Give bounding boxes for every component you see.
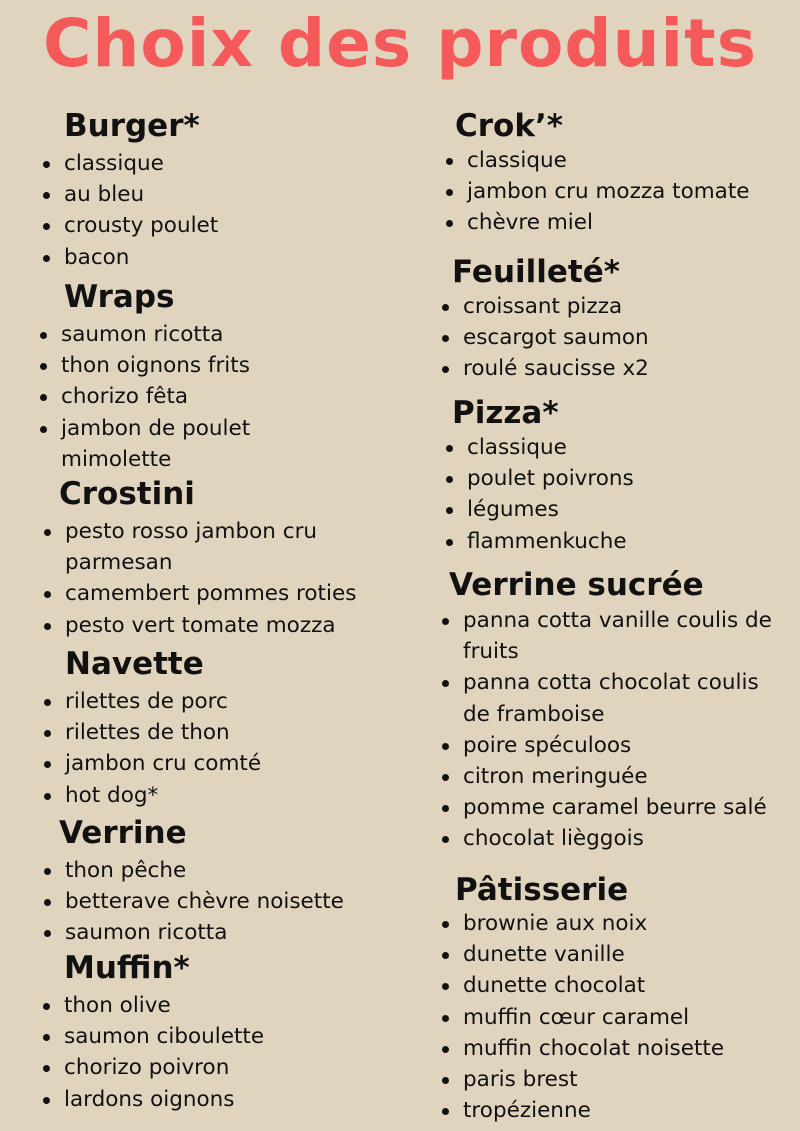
list-item: chocolat lièggois: [441, 823, 791, 854]
section-heading: Pâtisserie: [455, 872, 629, 908]
section-crostini: [43, 476, 357, 641]
list-item: camembert pommes roties: [43, 578, 343, 609]
list-item: classique: [445, 145, 795, 176]
list-item: hot dog*: [43, 780, 383, 811]
section-heading: Muffin*: [64, 950, 190, 986]
section-navette: [43, 646, 383, 811]
section-burger: [42, 108, 382, 273]
item-list: [445, 145, 795, 239]
section-heading: Verrine: [59, 815, 187, 851]
list-item: dunette chocolat: [441, 970, 791, 1001]
list-item: pesto rosso jambon cru parmesan: [43, 516, 343, 578]
list-item: panna cotta chocolat coulis de framboise: [441, 667, 791, 729]
list-item: rilettes de porc: [43, 686, 383, 717]
list-item: rilettes de thon: [43, 717, 383, 748]
list-item: jambon de poulet mimolette: [39, 413, 279, 475]
section-heading: Crok’*: [455, 108, 563, 144]
item-list: [43, 516, 357, 641]
list-item: saumon ricotta: [39, 319, 279, 350]
list-item: escargot saumon: [441, 322, 791, 353]
list-item: flammenkuche: [445, 526, 795, 557]
list-item: poulet poivrons: [445, 463, 795, 494]
list-item: légumes: [445, 494, 795, 525]
section-patisserie: [441, 872, 791, 1126]
page-title: Choix des produits: [42, 5, 758, 82]
list-item: pesto vert tomate mozza: [43, 610, 343, 641]
section-heading: Pizza*: [452, 395, 559, 431]
list-item: dunette vanille: [441, 939, 791, 970]
list-item: bacon: [42, 242, 382, 273]
list-item: panna cotta vanille coulis de fruits: [441, 605, 791, 667]
section-crok: [445, 108, 795, 239]
list-item: pomme caramel beurre salé: [441, 792, 791, 823]
section-verrine: [43, 815, 383, 949]
list-item: roulé saucisse x2: [441, 353, 791, 384]
list-item: au bleu: [42, 179, 382, 210]
item-list: [43, 855, 383, 949]
section-heading: Crostini: [59, 476, 195, 512]
list-item: thon pêche: [43, 855, 383, 886]
item-list: [43, 686, 383, 811]
list-item: lardons oignons: [42, 1084, 382, 1115]
list-item: poire spéculoos: [441, 730, 791, 761]
list-item: brownie aux noix: [441, 908, 791, 939]
section-wraps: [39, 279, 279, 475]
list-item: jambon cru mozza tomate: [445, 176, 795, 207]
list-item: chorizo fêta: [39, 381, 279, 412]
list-item: crousty poulet: [42, 210, 382, 241]
item-list: [445, 432, 795, 557]
item-list: [441, 291, 791, 385]
item-list: [39, 319, 279, 475]
list-item: croissant pizza: [441, 291, 791, 322]
list-item: jambon cru comté: [43, 748, 383, 779]
list-item: classique: [42, 148, 382, 179]
section-pizza: [445, 395, 795, 557]
section-feuillete: [441, 254, 791, 385]
list-item: classique: [445, 432, 795, 463]
list-item: chèvre miel: [445, 207, 795, 238]
item-list: [42, 990, 382, 1115]
list-item: chorizo poivron: [42, 1052, 382, 1083]
section-heading: Wraps: [64, 279, 175, 315]
list-item: thon oignons frits: [39, 350, 279, 381]
list-item: saumon ricotta: [43, 917, 383, 948]
item-list: [441, 605, 791, 855]
list-item: saumon ciboulette: [42, 1021, 382, 1052]
list-item: tropézienne: [441, 1095, 791, 1126]
list-item: citron meringuée: [441, 761, 791, 792]
item-list: [441, 908, 791, 1126]
section-muffin: [42, 950, 382, 1115]
list-item: muffin chocolat noisette: [441, 1033, 791, 1064]
list-item: betterave chèvre noisette: [43, 886, 383, 917]
section-heading: Burger*: [64, 108, 200, 144]
list-item: paris brest: [441, 1064, 791, 1095]
list-item: muffin cœur caramel: [441, 1002, 791, 1033]
section-heading: Verrine sucrée: [449, 567, 704, 603]
list-item: thon olive: [42, 990, 382, 1021]
item-list: [42, 148, 382, 273]
section-heading: Feuilleté*: [452, 254, 620, 290]
section-heading: Navette: [65, 646, 204, 682]
section-verrine-sucree: [441, 567, 791, 855]
